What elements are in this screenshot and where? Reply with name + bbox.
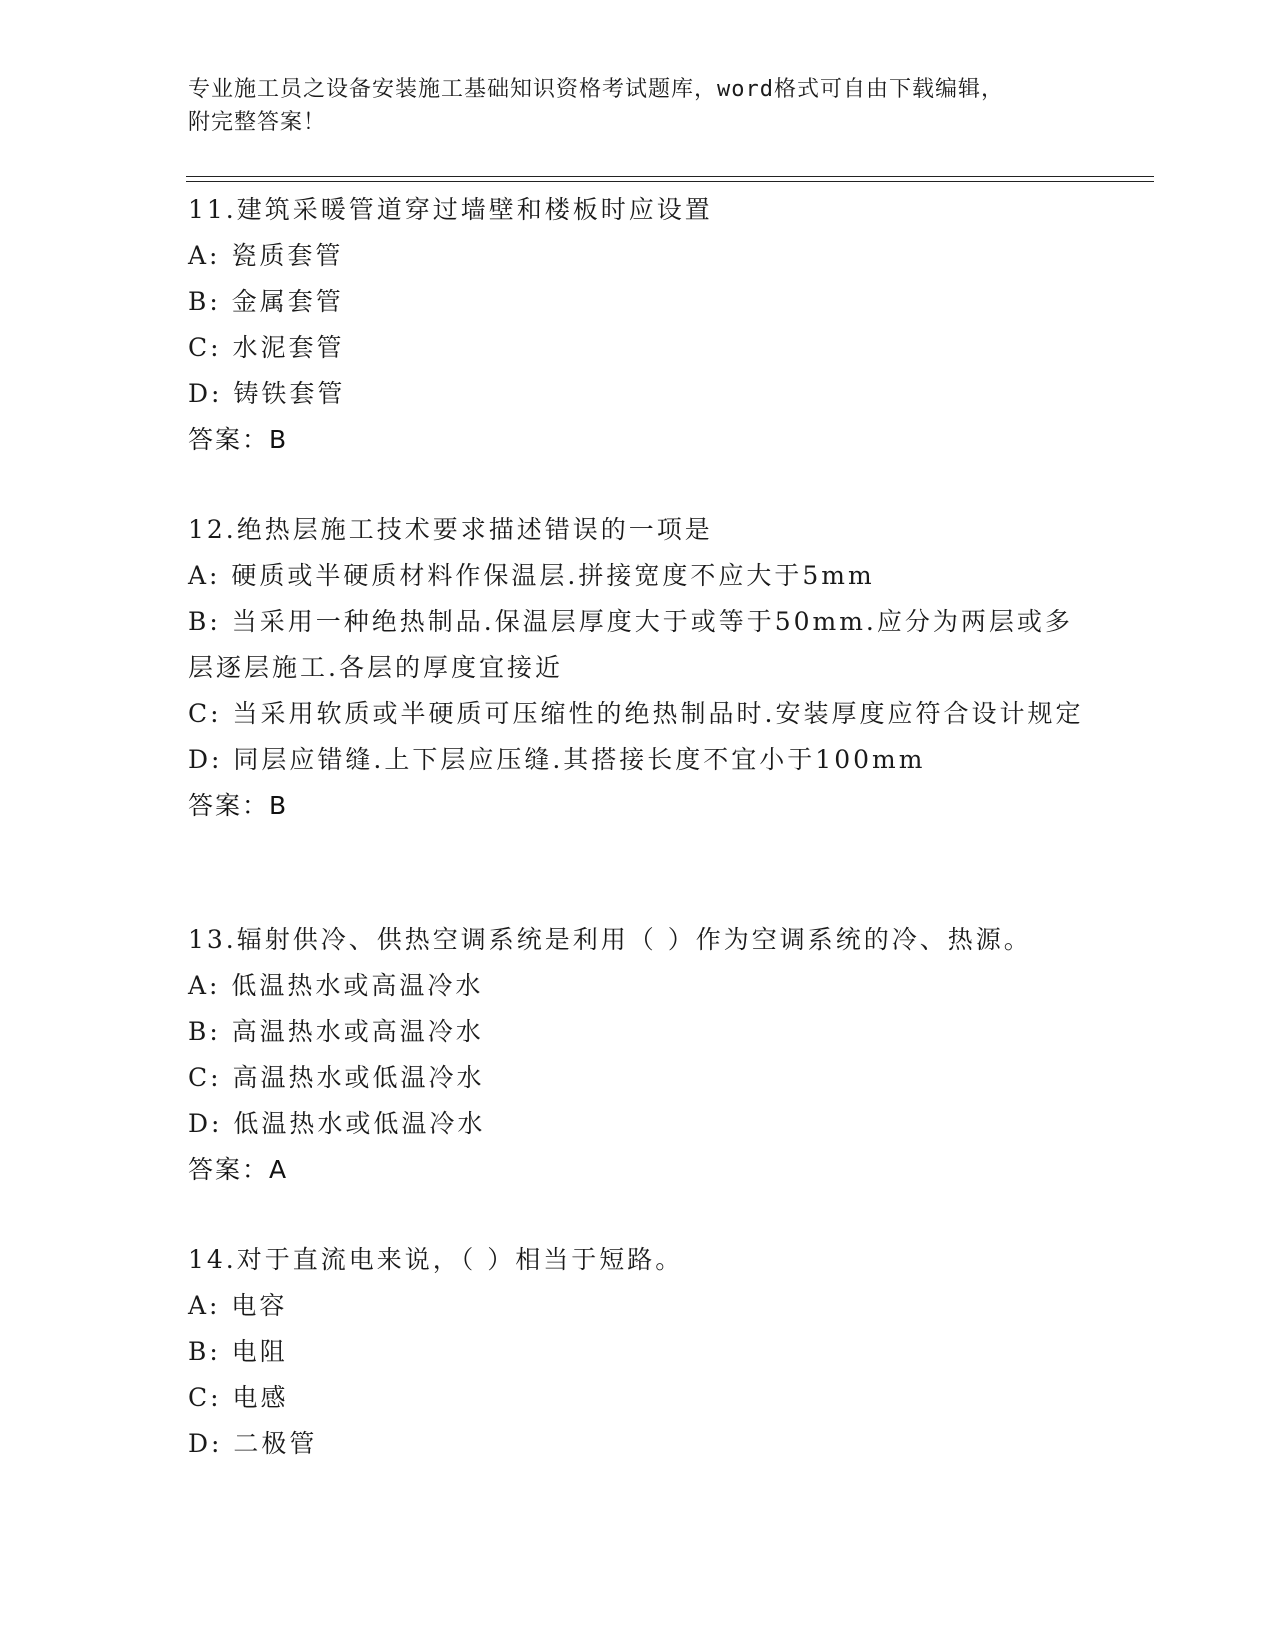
- option-c: C: 高温热水或低温冷水: [188, 1063, 485, 1092]
- header-line-1: 专业施工员之设备安装施工基础知识资格考试题库，word格式可自由下载编辑，: [188, 77, 1004, 102]
- question-stem: 11.建筑采暖管道穿过墙壁和楼板时应设置: [188, 195, 713, 224]
- question-11: [188, 187, 1088, 463]
- question-12: [188, 507, 1088, 829]
- header-line-2: 附完整答案！: [188, 110, 327, 135]
- option-d: D: 铸铁套管: [188, 379, 346, 408]
- question-stem: 14.对于直流电来说，（ ）相当于短路。: [188, 1245, 684, 1274]
- answer-label: 答案：B: [188, 791, 289, 820]
- header-divider-top: [186, 176, 1154, 177]
- option-b: B: 当采用一种绝热制品.保温层厚度大于或等于50mm.应分为两层或多层逐层施工.各层的厚度宜接近: [188, 607, 1073, 682]
- question-13: [188, 917, 1088, 1193]
- question-stem: 13.辐射供冷、供热空调系统是利用（ ）作为空调系统的冷、热源。: [188, 925, 1032, 954]
- header-divider-bottom: [186, 181, 1154, 182]
- option-d: D: 低温热水或低温冷水: [188, 1109, 486, 1138]
- option-d: D: 同层应错缝.上下层应压缝.其搭接长度不宜小于100mm: [188, 745, 926, 774]
- question-14: [188, 1237, 1088, 1467]
- option-c: C: 电感: [188, 1383, 289, 1412]
- document-header: [188, 73, 1088, 139]
- option-c: C: 当采用软质或半硬质可压缩性的绝热制品时.安装厚度应符合设计规定: [188, 699, 1084, 728]
- option-b: B: 电阻: [188, 1337, 288, 1366]
- option-c: C: 水泥套管: [188, 333, 345, 362]
- answer-label: 答案：A: [188, 1155, 289, 1184]
- option-d: D: 二极管: [188, 1429, 318, 1458]
- answer-label: 答案：B: [188, 425, 289, 454]
- option-b: B: 高温热水或高温冷水: [188, 1017, 484, 1046]
- option-a: A: 硬质或半硬质材料作保温层.拼接宽度不应大于5mm: [188, 561, 875, 590]
- option-b: B: 金属套管: [188, 287, 344, 316]
- question-stem: 12.绝热层施工技术要求描述错误的一项是: [188, 515, 713, 544]
- option-a: A: 瓷质套管: [188, 241, 344, 270]
- option-a: A: 电容: [188, 1291, 288, 1320]
- option-a: A: 低温热水或高温冷水: [188, 971, 484, 1000]
